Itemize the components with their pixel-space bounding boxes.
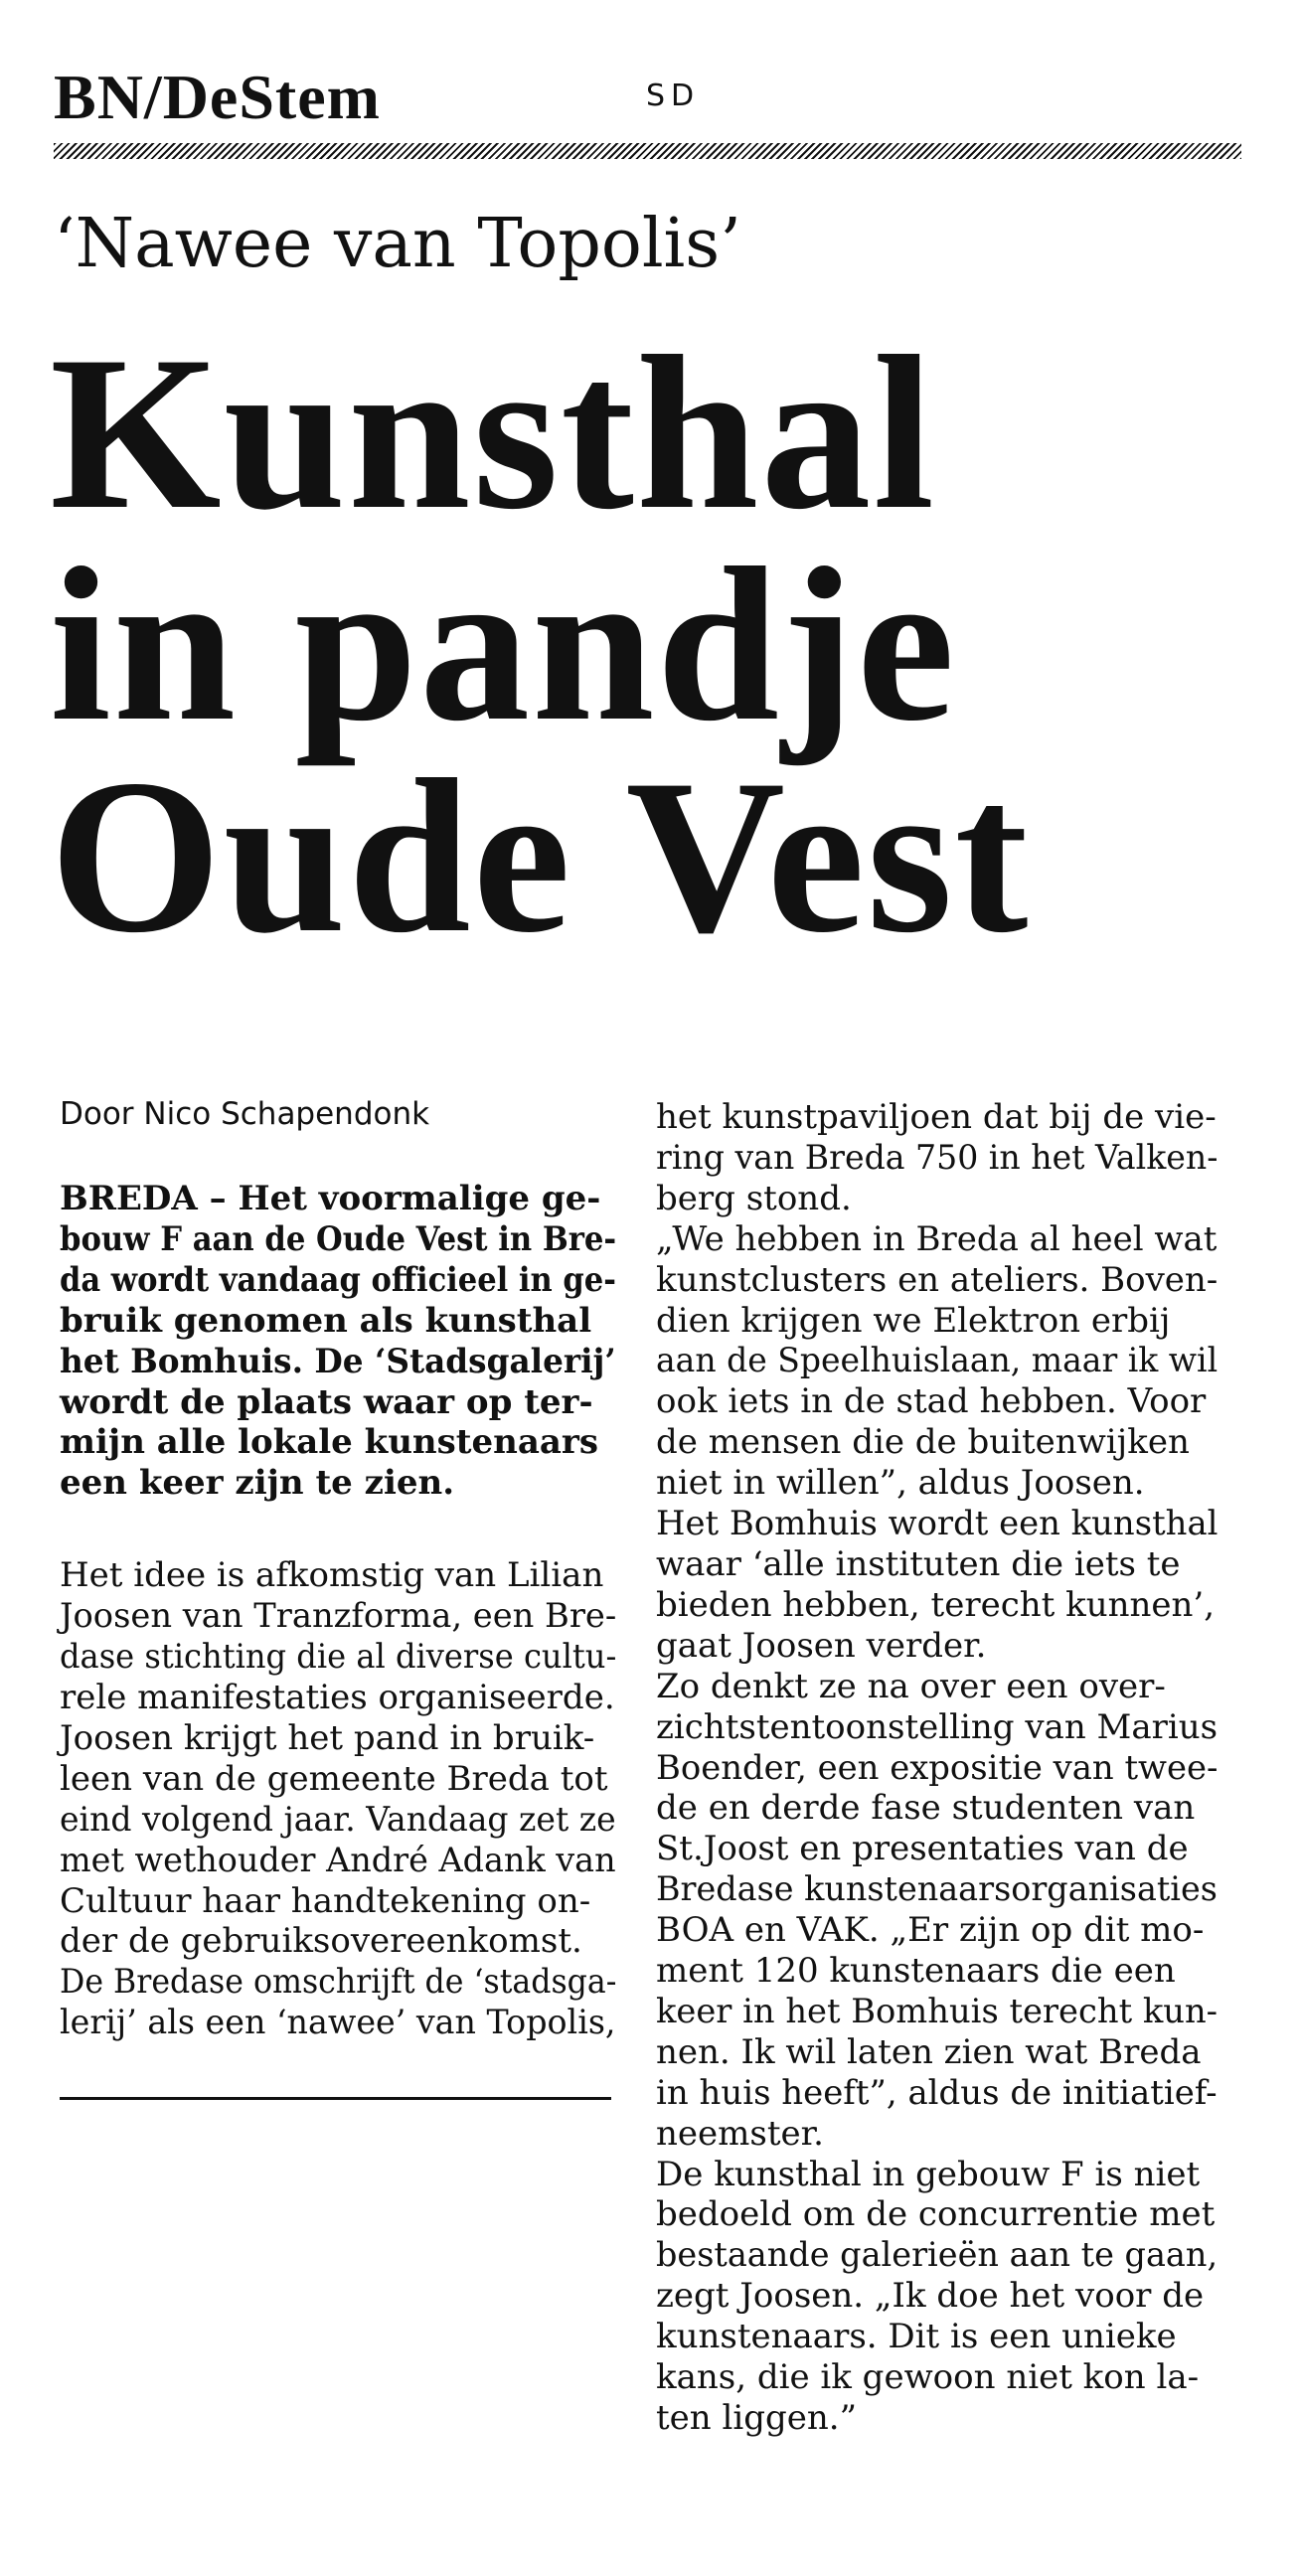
body-line: bestaande galerieën aan te gaan, <box>656 2235 1219 2276</box>
lead-line: bruik genomen als kunsthal <box>60 1300 592 1341</box>
body-line: Boender, een expositie van twee- <box>656 1747 1219 1788</box>
headline-line-2: in pandje <box>50 523 957 768</box>
body-line: bieden hebben, terecht kunnen’, <box>656 1584 1216 1625</box>
body-line: Cultuur haar handtekening on- <box>60 1880 591 1921</box>
body-line: Bredase kunstenaarsorganisaties <box>656 1869 1218 1910</box>
lead-line: wordt de plaats waar op ter- <box>60 1381 593 1422</box>
body-line: ten liggen.” <box>656 2398 857 2438</box>
body-line: in huis heeft”, aldus de initiatief- <box>656 2072 1218 2113</box>
body-line: de mensen die de buitenwijken <box>656 1422 1190 1463</box>
body-line: kunstenaars. Dit is een unieke <box>656 2317 1177 2357</box>
body-line: het kunstpaviljoen dat bij de vie- <box>656 1097 1217 1137</box>
body-line: De kunsthal in gebouw F is niet <box>656 2154 1201 2194</box>
body-line: niet in willen”, aldus Joosen. <box>656 1463 1145 1504</box>
lead-line: het Bomhuis. De ‘Stadsgalerij’ <box>60 1341 616 1381</box>
body-line: dien krijgen we Elektron erbij <box>656 1300 1171 1341</box>
article-kicker: ‘Nawee van Topolis’ <box>54 205 741 283</box>
lead-line: bouw F aan de Oude Vest in Bre- <box>60 1218 617 1259</box>
lead-line: mijn alle lokale kunstenaars <box>60 1422 598 1463</box>
column-end-rule <box>60 2097 611 2100</box>
body-line: neemster. <box>656 2113 824 2154</box>
body-line: leen van de gemeente Breda tot <box>60 1758 608 1799</box>
body-line: keer in het Bomhuis terecht kun- <box>656 1991 1219 2031</box>
lead-line: da wordt vandaag officieel in ge- <box>60 1259 616 1300</box>
body-line: Joosen van Tranzforma, een Bre- <box>60 1596 617 1637</box>
body-line: der de gebruiksovereenkomst. <box>60 1921 582 1962</box>
body-line: berg stond. <box>656 1178 852 1218</box>
body-line: nen. Ik wil laten zien wat Breda <box>656 2031 1202 2072</box>
body-line: kans, die ik gewoon niet kon la- <box>656 2357 1200 2398</box>
body-line: zegt Joosen. „Ik doe het voor de <box>656 2276 1205 2317</box>
body-line: waar ‘alle instituten die iets te <box>656 1543 1181 1584</box>
body-line: Joosen krijgt het pand in bruik- <box>60 1717 595 1758</box>
body-line: met wethouder André Adank van <box>60 1840 616 1880</box>
body-line: lerij’ als een ‘nawee’ van Topolis, <box>60 2003 616 2043</box>
headline-line-1: Kunsthal <box>50 311 937 556</box>
body-line: eind volgend jaar. Vandaag zet ze <box>60 1799 616 1840</box>
body-line: bedoeld om de concurrentie met <box>656 2194 1216 2235</box>
body-line: gaat Joosen verder. <box>656 1625 987 1666</box>
newspaper-masthead: BN/DeStem <box>54 62 381 132</box>
body-line: Het Bomhuis wordt een kunsthal <box>656 1504 1219 1544</box>
lead-paragraph <box>60 1179 616 1504</box>
paragraph-gap <box>60 1504 616 1555</box>
headline-line-3: Oude Vest <box>50 734 1031 980</box>
body-line: de en derde fase studenten van <box>656 1788 1196 1829</box>
right-column <box>656 1097 1218 2439</box>
body-line: BOA en VAK. „Er zijn op dit mo- <box>656 1910 1205 1951</box>
article-headline <box>50 311 1031 980</box>
lead-line: een keer zijn te zien. <box>60 1463 455 1504</box>
body-line: St.Joost en presentaties van de <box>656 1829 1189 1869</box>
body-line: kunstclusters en ateliers. Boven- <box>656 1259 1219 1300</box>
body-line: dase stichting die al diverse cultu- <box>60 1637 617 1678</box>
body-line: zichtstentoonstelling van Marius <box>656 1706 1219 1747</box>
left-column <box>60 1179 616 2043</box>
body-line: rele manifestaties organiseerde. <box>60 1677 615 1717</box>
body-line: ook iets in de stad hebben. Voor <box>656 1381 1207 1422</box>
body-line: aan de Speelhuislaan, maar ik wil <box>656 1341 1219 1381</box>
body-line: ment 120 kunstenaars die een <box>656 1951 1176 1992</box>
lead-line: BREDA – Het voormalige ge- <box>60 1179 601 1218</box>
body-line: ring van Breda 750 in het Valken- <box>656 1137 1219 1178</box>
body-left <box>60 1555 616 2043</box>
body-line: Het idee is afkomstig van Lilian <box>60 1555 604 1596</box>
section-code: SD <box>646 79 701 113</box>
body-line: Zo denkt ze na over een over- <box>656 1666 1166 1706</box>
body-line: De Bredase omschrijft de ‘stadsga- <box>60 1962 617 2003</box>
body-line: „We hebben in Breda al heel wat <box>656 1218 1218 1259</box>
article-byline: Door Nico Schapendonk <box>60 1096 430 1132</box>
masthead-hatched-rule <box>54 143 1241 159</box>
